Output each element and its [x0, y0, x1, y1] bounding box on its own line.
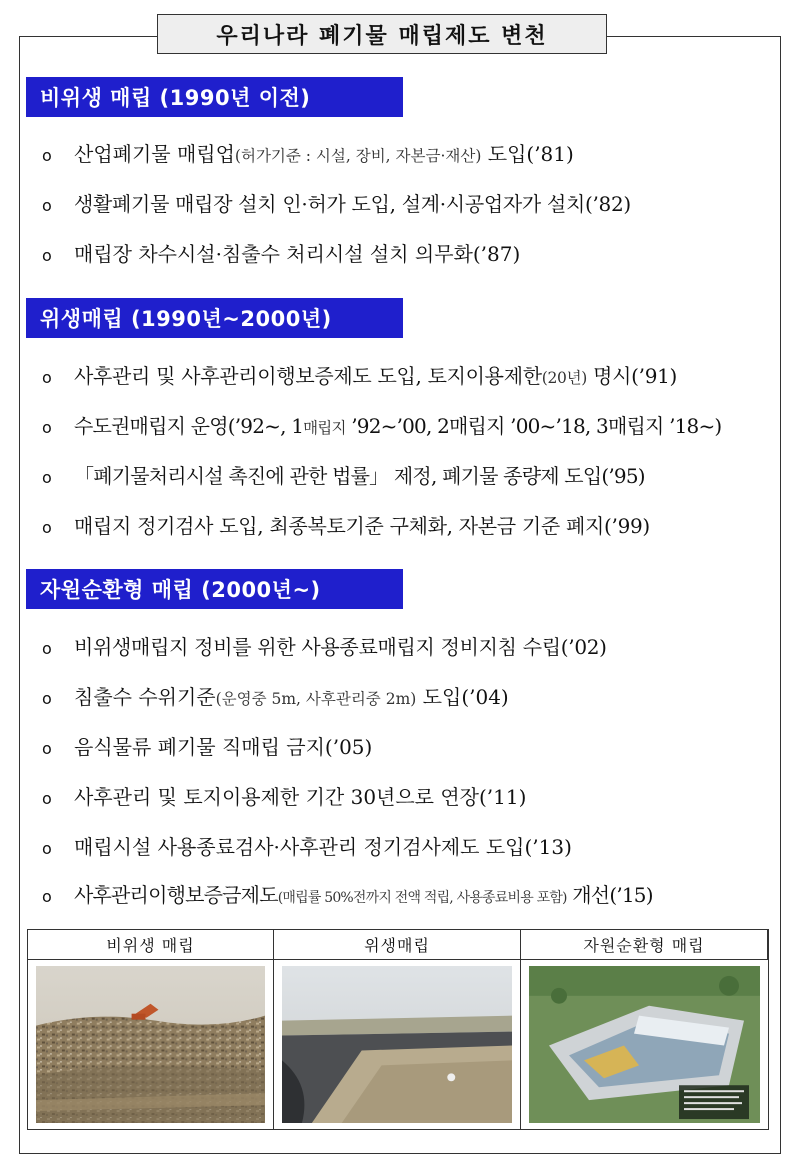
- bullet-icon: o: [42, 468, 51, 487]
- list-item: o 산업폐기물 매립업(허가기준 : 시설, 장비, 자본금·재산) 도입(’81): [42, 140, 772, 170]
- list-item: o 생활폐기물 매립장 설치 인·허가 도입, 설계·시공업자가 설치(’82): [42, 190, 772, 220]
- photo-header-unsanitary: 비위생 매립: [28, 930, 274, 960]
- bullet-icon: o: [42, 246, 52, 265]
- list-item: o 사후관리 및 토지이용제한 기간 30년으로 연장(’11): [42, 783, 772, 813]
- bullet-icon: o: [42, 368, 52, 387]
- list-item: o 침출수 수위기준(운영중 5m, 사후관리중 2m) 도입(’04): [42, 683, 772, 713]
- bullet-icon: o: [42, 196, 52, 215]
- photo-header-sanitary: 위생매립: [274, 930, 521, 960]
- page-title: 우리나라 폐기물 매립제도 변천: [157, 14, 607, 54]
- bullet-icon: o: [42, 639, 52, 658]
- bullet-icon: o: [42, 418, 51, 437]
- photo-cell-resource-circulation: [521, 960, 768, 1129]
- bullet-icon: o: [42, 146, 52, 165]
- section-header-sanitary: 위생매립 (1990년~2000년): [26, 298, 403, 338]
- photo-cell-unsanitary: [28, 960, 274, 1129]
- bullet-icon: o: [42, 518, 52, 537]
- photo-cell-sanitary: [274, 960, 521, 1129]
- list-item: o 사후관리이행보증금제도(매립률 50%전까지 전액 적립, 사용종료비용 포함) 개선(’15): [42, 881, 772, 912]
- bullet-icon: o: [42, 789, 52, 808]
- section-header-unsanitary: 비위생 매립 (1990년 이전): [26, 77, 403, 117]
- lined-landfill-photo: [282, 966, 512, 1123]
- list-item: o 사후관리 및 사후관리이행보증제도 도입, 토지이용제한(20년) 명시(’91): [42, 362, 772, 392]
- photo-table: [27, 929, 769, 1130]
- section-header-resource-circulation: 자원순환형 매립 (2000년~): [26, 569, 403, 609]
- list-item: o 매립장 차수시설·침출수 처리시설 설치 의무화(’87): [42, 240, 772, 270]
- list-item: o 음식물류 폐기물 직매립 금지(’05): [42, 733, 772, 763]
- list-item: o 매립지 정기검사 도입, 최종복토기준 구체화, 자본금 기준 폐지(’99): [42, 512, 772, 542]
- modern-facility-rendering: [529, 966, 760, 1123]
- list-item: o 비위생매립지 정비를 위한 사용종료매립지 정비지침 수립(’02): [42, 633, 772, 663]
- list-item: o 수도권매립지 운영(’92~, 1매립지 ’92~’00, 2매립지 ’00~’18, 3매립지 ’18~): [42, 412, 772, 442]
- photo-header-resource-circulation: 자원순환형 매립: [521, 930, 768, 960]
- bullet-icon: o: [42, 739, 52, 758]
- bullet-icon: o: [42, 689, 52, 708]
- landfill-dump-photo: [36, 966, 265, 1123]
- bullet-icon: o: [42, 887, 51, 906]
- list-item: o 「폐기물처리시설 촉진에 관한 법률」 제정, 폐기물 종량제 도입(’95): [42, 462, 772, 492]
- bullet-icon: o: [42, 839, 52, 858]
- list-item: o 매립시설 사용종료검사·사후관리 정기검사제도 도입(’13): [42, 833, 772, 863]
